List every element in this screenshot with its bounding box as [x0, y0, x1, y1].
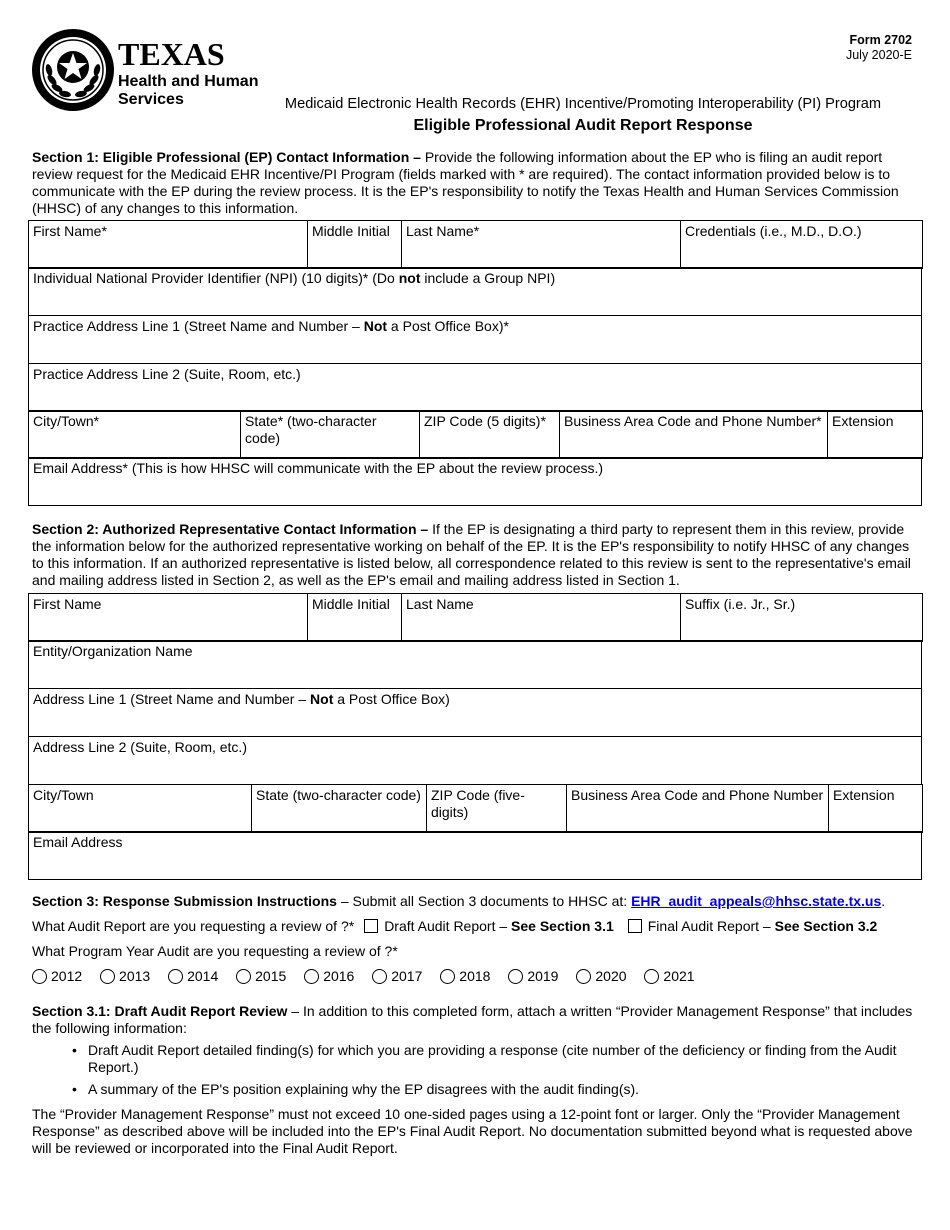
- rep-state-field[interactable]: State (two-character code): [252, 785, 427, 833]
- year-option[interactable]: 2015: [236, 968, 286, 985]
- section2-table-entity: [28, 640, 922, 785]
- year-option[interactable]: 2019: [508, 968, 558, 985]
- section1-table-email: [28, 457, 922, 506]
- year-radio[interactable]: [372, 969, 387, 984]
- section1-intro: [32, 149, 914, 217]
- form-number: Form 2702: [849, 33, 912, 47]
- year-option[interactable]: 2012: [32, 968, 82, 985]
- document-title: Eligible Professional Audit Report Response: [413, 117, 753, 134]
- year-option[interactable]: 2021: [644, 968, 694, 985]
- year-radio[interactable]: [32, 969, 47, 984]
- section31-bullets: [72, 1042, 914, 1103]
- draft-audit-see: See Section 3.1: [511, 918, 614, 934]
- draft-audit-label: Draft Audit Report –: [384, 918, 512, 934]
- rep-last-name-field[interactable]: Last Name: [402, 594, 681, 642]
- year-option[interactable]: 2018: [440, 968, 490, 985]
- final-audit-checkbox[interactable]: [628, 919, 642, 933]
- ep-extension-field[interactable]: Extension: [828, 411, 923, 459]
- program-year-options: [32, 968, 709, 985]
- section3-text: – Submit all Section 3 documents to HHSC at:: [336, 893, 632, 909]
- year-radio[interactable]: [440, 969, 455, 984]
- year-option[interactable]: 2016: [304, 968, 354, 985]
- final-audit-see: See Section 3.2: [774, 918, 878, 934]
- logo-text-services: Services: [118, 91, 184, 108]
- section1-table: [28, 220, 923, 269]
- rep-phone-field[interactable]: Business Area Code and Phone Number: [567, 785, 829, 833]
- program-year-question: What Program Year Audit are you requesting a review of ?*: [32, 943, 398, 959]
- section2-intro: [32, 521, 914, 589]
- report-type-row: [32, 918, 877, 935]
- list-item: • A summary of the EP's position explaining why the EP disagrees with the audit finding(s).: [72, 1081, 914, 1098]
- section2-text: If the EP is designating a third party to represent them in this review, provide the information below for the authorized representative working on behalf of the EP. It is the EP's responsibility to notify HHSC of any changes to this information. If an authorized representative is listed below, all correspondence related to this review is sent to the representative's email and mailing address listed in Section 2, as well as the EP's email and mailing address listed in Section 1.: [32, 521, 911, 588]
- year-radio[interactable]: [508, 969, 523, 984]
- submission-email-link[interactable]: EHR_audit_appeals@hhsc.state.tx.us: [631, 893, 882, 909]
- ep-npi-field[interactable]: Individual National Provider Identifier (NPI) (10 digits)* (Do not include a Group NPI): [29, 268, 922, 316]
- section3-intro: Section 3: Response Submission Instructions – Submit all Section 3 documents to HHSC at: EHR_audit_appeals@hhsc.state.tx.us.: [32, 893, 886, 909]
- ep-state-field[interactable]: State* (two-character code): [241, 411, 420, 459]
- section3-heading: Section 3: Response Submission Instructions: [32, 893, 337, 909]
- section1-text: Provide the following information about the EP who is filing an audit report review request for the Medicaid EHR Incentive/PI Program (fields marked with * are required). The contact information provided below is to communicate with the EP during the review process. It is the EP's responsibility to notify the Texas Health and Human Services Commission (HHSC) of any changes to this information.: [32, 149, 899, 216]
- year-radio[interactable]: [644, 969, 659, 984]
- form-date: July 2020-E: [845, 48, 912, 63]
- year-option[interactable]: 2020: [576, 968, 626, 985]
- year-option[interactable]: 2013: [100, 968, 150, 985]
- rep-extension-field[interactable]: Extension: [829, 785, 923, 833]
- ep-credentials-field[interactable]: Credentials (i.e., M.D., D.O.): [681, 221, 923, 269]
- rep-first-name-field[interactable]: First Name: [29, 594, 308, 642]
- year-radio[interactable]: [576, 969, 591, 984]
- rep-address1-field[interactable]: Address Line 1 (Street Name and Number – Not a Post Office Box): [29, 689, 922, 737]
- section1-table-npi: [28, 267, 922, 412]
- ep-phone-field[interactable]: Business Area Code and Phone Number*: [560, 411, 828, 459]
- rep-email-field[interactable]: Email Address: [29, 832, 922, 880]
- ep-zip-field[interactable]: ZIP Code (5 digits)*: [420, 411, 560, 459]
- section1-heading: Section 1: Eligible Professional (EP) Contact Information –: [32, 149, 421, 165]
- list-item: • Draft Audit Report detailed finding(s) for which you are providing a response (cite number of the deficiency or finding from the Audit Report.): [72, 1042, 914, 1076]
- rep-suffix-field[interactable]: Suffix (i.e. Jr., Sr.): [681, 594, 923, 642]
- section31-heading: Section 3.1: Draft Audit Report Review: [32, 1003, 288, 1019]
- form-identifier: [846, 33, 912, 64]
- ep-address1-field[interactable]: Practice Address Line 1 (Street Name and Number – Not a Post Office Box)*: [29, 316, 922, 364]
- rep-middle-initial-field[interactable]: Middle Initial: [308, 594, 402, 642]
- program-title: Medicaid Electronic Health Records (EHR) Incentive/Promoting Interoperability (PI) Program: [284, 96, 882, 112]
- section1-table-city: [28, 410, 923, 459]
- section2-table: [28, 593, 923, 642]
- year-option[interactable]: 2017: [372, 968, 422, 985]
- section31-intro: [32, 1003, 914, 1037]
- rep-city-field[interactable]: City/Town: [29, 785, 252, 833]
- final-audit-label: Final Audit Report –: [647, 918, 775, 934]
- year-radio[interactable]: [304, 969, 319, 984]
- year-radio[interactable]: [168, 969, 183, 984]
- ep-address2-field[interactable]: Practice Address Line 2 (Suite, Room, etc.): [29, 364, 922, 412]
- year-radio[interactable]: [100, 969, 115, 984]
- section2-heading: Section 2: Authorized Representative Contact Information –: [32, 521, 429, 537]
- section31-closing: The “Provider Management Response” must not exceed 10 one-sided pages using a 12-point font or larger. Only the “Provider Management Response” as described above will be included into the EP's Final Audit Report. No documentation submitted beyond what is requested above will be reviewed or incorporated into the Final Audit Report.: [32, 1106, 913, 1156]
- section2-table-city: [28, 784, 923, 833]
- year-radio[interactable]: [236, 969, 251, 984]
- year-option[interactable]: 2014: [168, 968, 218, 985]
- rep-entity-field[interactable]: Entity/Organization Name: [29, 641, 922, 689]
- ep-city-field[interactable]: City/Town*: [29, 411, 241, 459]
- logo-text-health: Health and Human: [118, 73, 259, 90]
- ep-first-name-field[interactable]: First Name*: [29, 221, 308, 269]
- section2-table-email: [28, 831, 922, 880]
- ep-email-field[interactable]: Email Address* (This is how HHSC will communicate with the EP about the review process.): [29, 458, 922, 506]
- ep-middle-initial-field[interactable]: Middle Initial: [308, 221, 402, 269]
- rep-zip-field[interactable]: ZIP Code (five-digits): [427, 785, 567, 833]
- logo-text-texas: TEXAS: [118, 36, 225, 72]
- rep-address2-field[interactable]: Address Line 2 (Suite, Room, etc.): [29, 737, 922, 785]
- ep-last-name-field[interactable]: Last Name*: [402, 221, 681, 269]
- section31-text: – In addition to this completed form, attach a written “Provider Management Response” that includes the following information:: [32, 1003, 913, 1036]
- draft-audit-checkbox[interactable]: [364, 919, 378, 933]
- report-type-question: What Audit Report are you requesting a review of ?*: [32, 918, 355, 934]
